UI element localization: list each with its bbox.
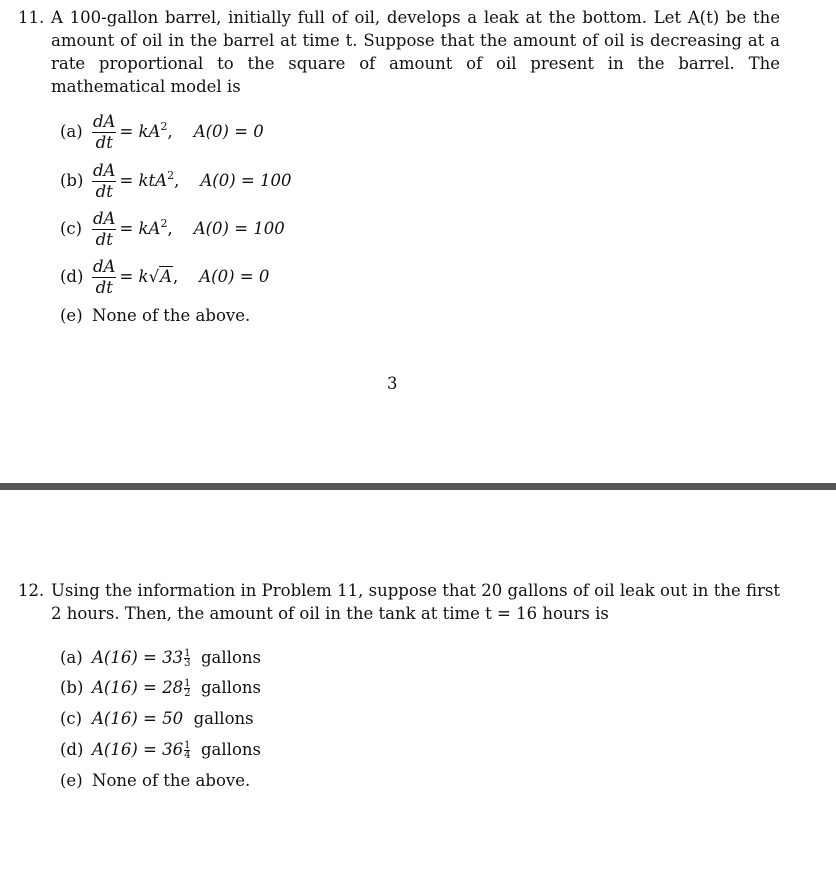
unit: gallons [200, 678, 261, 697]
initial-condition: A(0) = 0 [199, 267, 270, 286]
choice-11c: (c) $\frac{dA}{dt}$ = $kA^2$, A(0) = 100 [60, 209, 285, 249]
problem-12 [18, 579, 780, 625]
choice-11e [60, 304, 250, 327]
choice-label: (c) [60, 219, 83, 238]
problem-11 [18, 6, 780, 98]
problem-statement: Using the information in Problem 11, suppose that 20 gallons of oil leak out in the first 2 hours. Then, the amount of oil in the tank at time t = 16 hours is [51, 581, 780, 623]
choice-label: (b) [60, 171, 84, 190]
choice-label: (d) [60, 267, 84, 286]
initial-condition: A(0) = 100 [200, 171, 292, 190]
choice-label: (a) [60, 648, 83, 667]
answer-value: A(16) = 28 [92, 678, 184, 697]
derivative-fraction: $\frac{dA}{dt}$ [93, 209, 116, 249]
unit: gallons [193, 709, 254, 728]
equation-rhs: = ktA [119, 171, 168, 190]
choice-label: (a) [60, 122, 83, 141]
derivative-fraction: $\frac{dA}{dt}$ [93, 112, 116, 152]
derivative-fraction: $\frac{dA}{dt}$ [93, 161, 116, 201]
choice-11b: (b) $\frac{dA}{dt}$ = ktA$^2$, A(0) = 100 [60, 161, 292, 201]
problem-number: 12. [18, 581, 45, 600]
page-divider [0, 483, 836, 490]
unit: gallons [200, 740, 261, 759]
choice-11a: (a) $\frac{dA}{dt}$ = $kA^2$, A(0) = 0 [60, 112, 264, 152]
choice-label: (c) [60, 709, 83, 728]
initial-condition: A(0) = 0 [193, 122, 264, 141]
choice-label: (e) [60, 306, 83, 325]
mixed-fraction: $\frac{1}{4}$ [184, 740, 191, 761]
initial-condition: A(0) = 100 [193, 219, 285, 238]
choice-12b [60, 676, 261, 699]
choice-12e [60, 769, 250, 792]
derivative-fraction: $\frac{dA}{dt}$ [93, 257, 116, 297]
problem-statement: A 100-gallon barrel, initially full of oil, develops a leak at the bottom. Let A(t) be the amount of oil in the barrel at time t. Suppose that the amount of oil is decreasing at a rate proportional to the square of amount of oil present in the barrel. The mathematical model is [51, 8, 780, 96]
choice-label: (d) [60, 740, 84, 759]
choice-12a [60, 646, 261, 669]
equation-rhs: = kA [119, 219, 161, 238]
equation-rhs: = kA [119, 122, 161, 141]
choice-text: None of the above. [92, 306, 251, 325]
choice-12c [60, 707, 254, 730]
answer-value: A(16) = 33 [92, 648, 184, 667]
answer-value: A(16) = 50 [92, 709, 184, 728]
mixed-fraction: $\frac{1}{2}$ [184, 678, 191, 699]
choice-label: (e) [60, 771, 83, 790]
problem-number: 11. [18, 8, 45, 27]
unit: gallons [200, 648, 261, 667]
choice-label: (b) [60, 678, 84, 697]
equation-rhs: = k [119, 267, 149, 286]
page-number: 3 [387, 374, 398, 393]
sqrt-operand: A [160, 267, 172, 286]
choice-12d [60, 738, 261, 761]
mixed-fraction: $\frac{1}{3}$ [184, 648, 191, 669]
choice-11d: (d) $\frac{dA}{dt}$ = k√A, A(0) = 0 [60, 257, 270, 297]
answer-value: A(16) = 36 [92, 740, 184, 759]
choice-text: None of the above. [92, 771, 251, 790]
